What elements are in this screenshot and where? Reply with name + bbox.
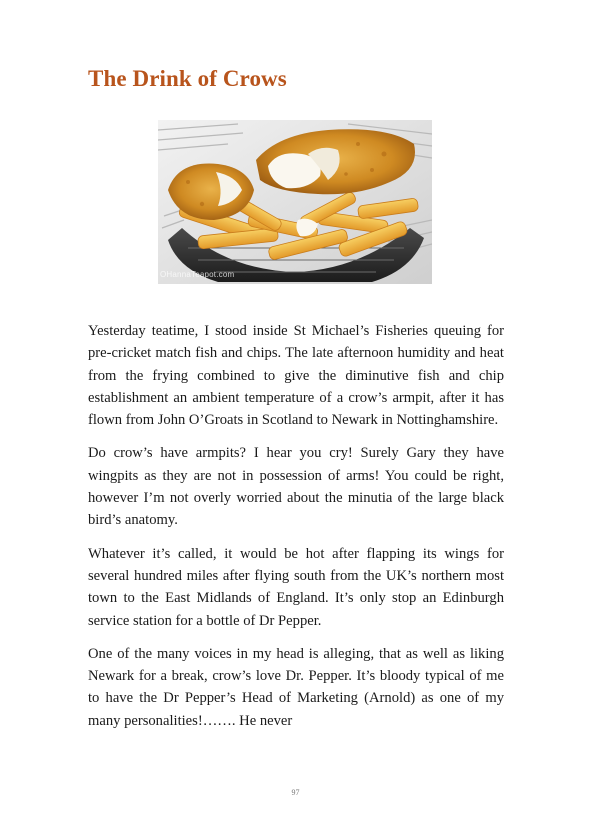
chapter-title: The Drink of Crows bbox=[88, 66, 287, 91]
fish-and-chips-photo bbox=[158, 120, 432, 284]
paragraph: Do crow’s have armpits? I hear you cry! Surely Gary they have wingpits as they are not in possession of arms! You could be right, however I’m not overly worried about the minutia of the large black bird’s anatomy. bbox=[88, 445, 504, 529]
paragraph: Yesterday teatime, I stood inside St Michael’s Fisheries queuing for pre-cricket match fish and chips. The late afternoon humidity and heat from the frying combined to give the diminutive fish and chip establishment an ambient temperature of a crow’s armpit, after it has flown from John O’Groats in Scotland to Newark in Nottinghamshire. bbox=[88, 323, 504, 429]
paragraph: One of the many voices in my head is alleging, that as well as liking Newark for a break, crow’s love Dr. Pepper. It’s bloody typical of me to have the Dr Pepper’s Head of Marketing (Arnold) as one of my many personalities!……. He never bbox=[88, 645, 504, 729]
page-number: 97 bbox=[291, 788, 300, 797]
paragraph: Whatever it’s called, it would be hot after flapping its wings for several hundred miles after flying south from the UK’s northern most town to the East Midlands of England. It’s only stop an Edinburgh service station for a bottle of Dr Pepper. bbox=[88, 545, 504, 629]
image-watermark: OHannaTeapot.com bbox=[160, 270, 235, 279]
body-text bbox=[88, 320, 504, 743]
